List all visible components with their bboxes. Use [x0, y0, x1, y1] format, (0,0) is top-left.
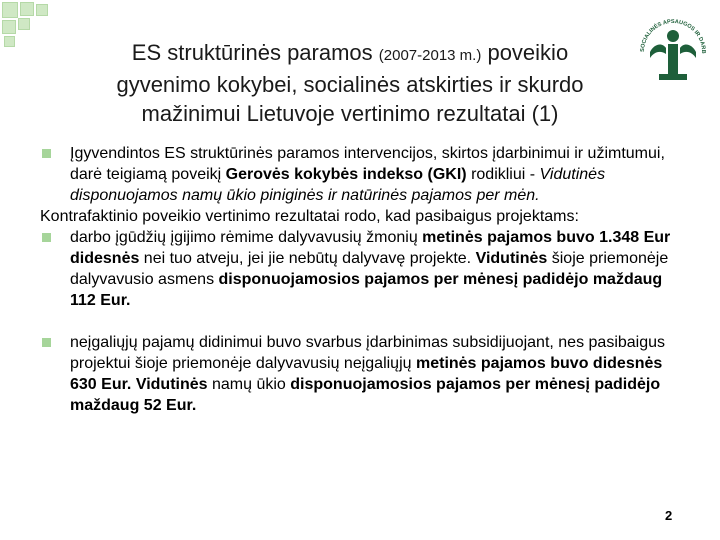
logo-text: SOCIALINĖS APSAUGOS IR DARB [639, 18, 707, 54]
intro-text: Kontrafaktinio poveikio vertinimo rezultatai rodo, kad pasibaigus projektams: [40, 208, 579, 225]
square-bullet-icon [42, 338, 51, 347]
bullet-item: neįgaliųjų pajamų didinimui buvo svarbus įdarbinimas subsidijuojant, nes pasibaigus projektui šioje priemonėje dalyvavusių neįgaliųjų metinės pajamos buvo didesnės 630 Eur. Vidutinės namų ūkio disponuojamosios pajamos per mėnesį padidėjo maždaug 52 Eur. [40, 332, 680, 416]
slide-number: 2 [665, 508, 673, 523]
slide-body [40, 143, 680, 416]
bullet-item: darbo įgūdžių įgijimo rėmime dalyvavusių žmonių metinės pajamos buvo 1.348 Eur didesnės nei tuo atveju, jei jie nebūtų dalyvavę projekte. Vidutinės šioje priemonėje dalyvavusio asmens disponuojamosios pajamos per mėnesį padidėjo maždaug 112 Eur. [40, 227, 680, 311]
square-bullet-icon [42, 149, 51, 158]
slide-title: ES struktūrinės paramos (2007-2013 m.) poveikio gyvenimo kokybei, socialinės atskirties ir skurdo mažinimui Lietuvoje vertinimo rezultatai (1) [116, 40, 584, 126]
square-bullet-icon [42, 233, 51, 242]
bullet-item: Įgyvendintos ES struktūrinės paramos intervencijos, skirtos įdarbinimui ir užimtumui, darė teigiamą poveikį Gerovės kokybės indekso (GKI) rodikliui - Vidutinės disponuojamos namų ūkio piniginės ir natūrinės pajamos per mėn. [40, 143, 680, 206]
